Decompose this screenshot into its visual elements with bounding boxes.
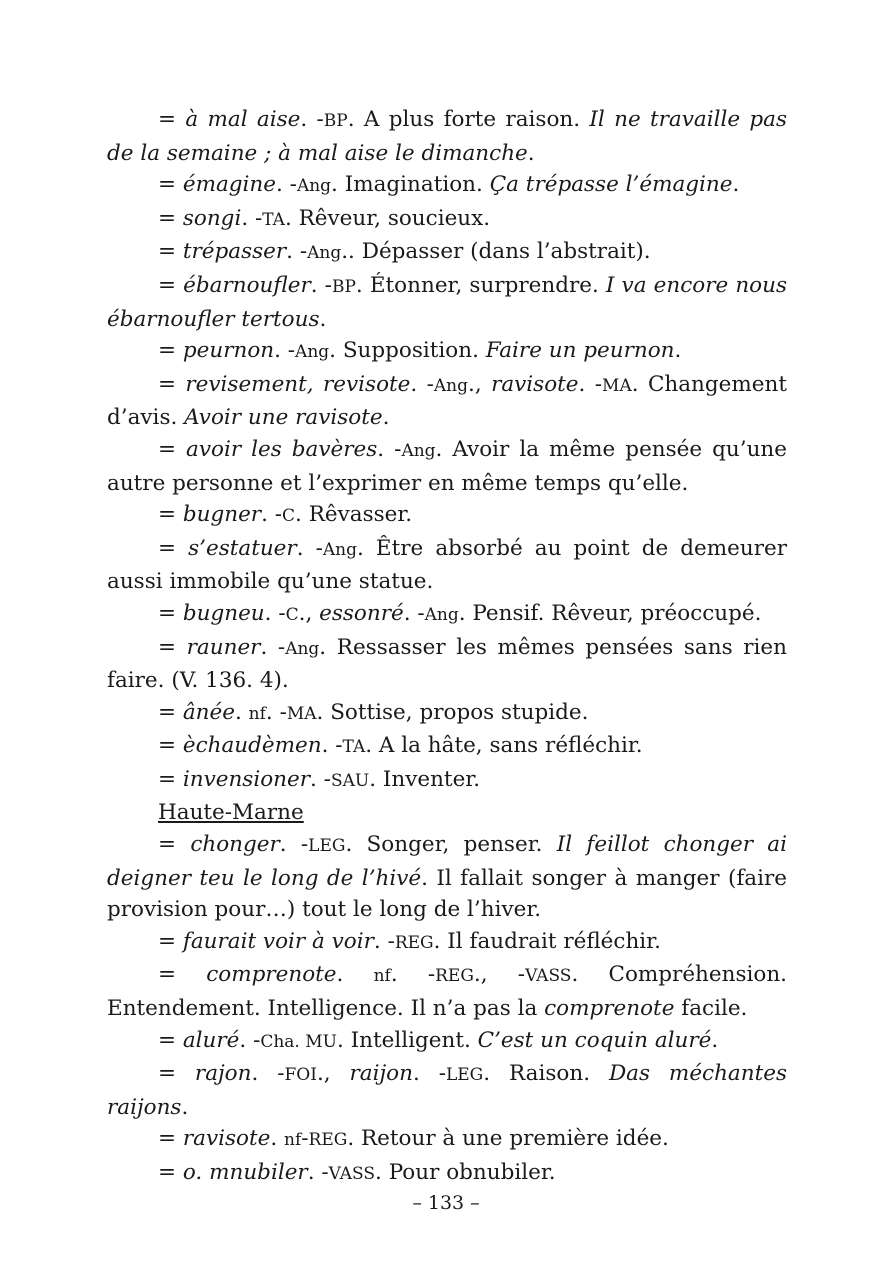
entry-text: = — [158, 205, 183, 231]
italic-term: o. mnubiler — [182, 1160, 308, 1185]
entry-text: . Retour à une première idée. — [347, 1126, 669, 1152]
entry-text: . - — [578, 371, 603, 397]
entry-text: . — [711, 1027, 719, 1053]
entry-text: ., — [468, 371, 492, 397]
entry-text: . - — [410, 371, 434, 397]
entry-text: . — [234, 699, 249, 725]
source-abbreviation: Ang — [307, 243, 342, 264]
italic-term: Il feillot chonger ai deigner teu le long de l’hivé — [107, 832, 787, 891]
entry-text: . - — [276, 172, 297, 198]
entry-text: = — [158, 600, 183, 626]
entry-text: . — [336, 962, 374, 988]
entry-text: . Changement d’avis. — [107, 371, 787, 431]
entry-text: Haute-Marne — [158, 800, 304, 826]
italic-term: Avoir une ravisote — [184, 405, 383, 431]
source-abbreviation: nf — [284, 1130, 302, 1151]
entry-text: . Il faudrait réfléchir. — [433, 928, 661, 954]
entry-text: = — [158, 1160, 183, 1185]
source-abbreviation: VASS — [328, 1164, 376, 1184]
glossary-entry — [107, 1058, 787, 1123]
entry-text: . - — [377, 436, 402, 462]
glossary-entry — [107, 203, 787, 237]
italic-term: émagine — [182, 172, 276, 198]
glossary-entry — [107, 335, 787, 369]
glossary-entry — [107, 697, 787, 731]
italic-term: Faire un peurnon — [485, 338, 675, 364]
italic-term: faurait voir à voir — [182, 928, 374, 954]
entry-text: = — [158, 1061, 195, 1087]
entry-text: . - — [373, 928, 395, 954]
glossary-entry — [107, 1025, 787, 1059]
source-abbreviation: LEG — [445, 1065, 484, 1086]
source-abbreviation: Ang — [296, 176, 332, 197]
entry-text: = — [158, 272, 184, 298]
source-abbreviation: Ang — [322, 539, 357, 560]
source-abbreviation: Ang — [285, 638, 320, 659]
entry-text: . Avoir la même pensée qu’une autre personne et l’exprimer en même temps qu’elle. — [107, 436, 788, 496]
italic-term: Il ne travaille pas de la semaine ; à mal aise le dimanche — [107, 107, 788, 166]
entry-text: . A la hâte, sans réfléchir. — [365, 733, 643, 759]
italic-term: ébarnoufler — [183, 272, 311, 298]
entry-text: = — [158, 832, 191, 858]
entry-text: . - — [296, 535, 323, 561]
italic-term: bugner — [182, 502, 262, 528]
glossary-entry — [107, 764, 787, 798]
italic-term: songi — [182, 205, 242, 231]
entry-text: . Compréhension. Entendement. Intelligence. Il n’a pas la — [107, 962, 788, 1022]
italic-term: ravisote — [182, 1126, 271, 1152]
entry-text: ., — [298, 600, 320, 626]
entry-text: . - — [390, 962, 436, 988]
glossary-entry — [107, 926, 787, 960]
italic-term: invensioner — [182, 766, 311, 792]
source-abbreviation: Ang — [433, 375, 468, 396]
entry-text: = — [158, 436, 187, 462]
entry-text: = — [158, 1027, 183, 1053]
source-abbreviation: MA — [286, 703, 317, 724]
entry-text: . - — [403, 600, 425, 626]
entry-text: . - — [261, 502, 283, 528]
entry-text: . — [319, 306, 327, 332]
entry-text: . - — [300, 107, 324, 132]
italic-term: comprenote — [544, 996, 675, 1022]
glossary-entry — [107, 959, 787, 1024]
entry-text: . Raison. — [483, 1061, 609, 1087]
entry-text: = — [158, 371, 186, 397]
source-abbreviation: MA — [602, 375, 632, 396]
italic-term: s’estatuer — [188, 535, 297, 561]
source-abbreviation: REG — [308, 1130, 348, 1151]
source-abbreviation: BP — [323, 111, 348, 131]
source-abbreviation: C — [285, 604, 299, 625]
entry-text: . Être absorbé au point de demeurer aussi immobile qu’une statue. — [107, 535, 787, 595]
italic-term: essonré — [319, 600, 404, 626]
entry-text: ., — [316, 1061, 350, 1087]
entry-text: . - — [279, 832, 309, 858]
italic-term: ravisote — [491, 371, 579, 397]
italic-term: rajon — [194, 1061, 252, 1087]
italic-term: comprenote — [206, 962, 337, 988]
entry-text: . - — [310, 766, 331, 792]
entry-text: facile. — [674, 996, 748, 1022]
glossary-entry — [107, 533, 787, 598]
italic-term: peurnon — [182, 338, 275, 364]
entry-text: = — [158, 962, 207, 988]
entry-text: . Imagination. — [331, 172, 490, 198]
glossary-entry — [107, 730, 787, 764]
source-abbreviation: Ang — [295, 342, 330, 363]
entry-text: . Sottise, propos stupide. — [316, 699, 589, 725]
entry-text: = — [158, 733, 183, 759]
entry-text: . Inventer. — [369, 766, 481, 792]
entry-text: = — [158, 172, 183, 198]
source-abbreviation: BP — [331, 276, 356, 297]
source-abbreviation: Cha. MU — [260, 1031, 337, 1052]
glossary-entry — [107, 270, 787, 335]
entry-text: . Pensif. Rêveur, préoccupé. — [458, 600, 762, 626]
entry-text: = — [158, 766, 183, 792]
entry-text: = — [158, 1126, 183, 1152]
entry-text: . Supposition. — [329, 338, 486, 364]
glossary-entry — [107, 169, 787, 203]
entry-text: . - — [307, 1160, 329, 1185]
page-number: – 133 – — [412, 1192, 480, 1214]
source-abbreviation: nf — [248, 703, 266, 724]
italic-term: bugneu — [182, 600, 265, 626]
entry-text: . - — [239, 1027, 261, 1053]
italic-term: chonger — [190, 832, 280, 858]
source-abbreviation: nf — [373, 966, 391, 987]
italic-term: trépasser — [182, 239, 287, 265]
glossary-entry — [107, 434, 787, 499]
entry-text: . Rêveur, soucieux. — [284, 205, 491, 231]
italic-term: I va encore nous ébarnoufler tertous — [107, 272, 787, 332]
entry-text: = — [158, 535, 189, 561]
italic-term: à mal aise — [185, 107, 301, 132]
entry-text: = — [158, 239, 183, 265]
entry-text: . Ressasser les mêmes pensées sans rien faire. (V. 136. 4). — [107, 634, 787, 694]
entry-text: . - — [251, 1061, 285, 1087]
italic-term: raijon — [349, 1061, 413, 1087]
entry-text: . — [674, 338, 682, 364]
source-abbreviation: TA — [262, 209, 285, 230]
source-abbreviation: Ang — [401, 440, 436, 461]
source-abbreviation: FOI — [284, 1065, 317, 1086]
italic-term: revisement, revisote — [185, 371, 411, 397]
italic-term: C’est un coquin aluré — [477, 1027, 712, 1053]
entry-text: . - — [265, 699, 287, 725]
entry-text: . Étonner, surprendre. — [355, 272, 606, 298]
glossary-entry — [107, 104, 787, 169]
entry-text: = — [158, 338, 183, 364]
entry-text: . - — [310, 272, 332, 298]
italic-term: avoir les bavères — [186, 436, 378, 462]
source-abbreviation: VASS — [525, 966, 572, 987]
glossary-entry — [107, 1123, 787, 1157]
entry-text: . - — [260, 634, 286, 660]
glossary-entry — [107, 598, 787, 632]
source-abbreviation: LEG — [308, 836, 346, 857]
section-heading — [107, 797, 787, 829]
entry-text: . Songer, penser. — [345, 832, 557, 858]
page-body — [107, 104, 787, 1191]
entry-text: . Intelligent. — [336, 1027, 478, 1053]
source-abbreviation: C — [282, 506, 296, 527]
source-abbreviation: REG — [435, 966, 474, 987]
entry-text: . — [732, 172, 740, 198]
entry-text: . - — [274, 338, 296, 364]
entry-text: . — [527, 140, 535, 166]
italic-term: rauner — [186, 634, 261, 660]
italic-term: ânée — [182, 699, 235, 725]
italic-term: aluré — [182, 1027, 240, 1053]
entry-text: . — [382, 405, 390, 431]
entry-text: = — [158, 928, 183, 954]
glossary-entry — [107, 369, 787, 434]
entry-text: . - — [321, 733, 343, 759]
source-abbreviation: REG — [394, 932, 434, 953]
entry-text: - — [301, 1126, 309, 1152]
glossary-entry — [107, 499, 787, 533]
entry-text: . A plus forte raison. — [347, 107, 590, 132]
entry-text: . Il fallait songer à manger (faire provision pour…) tout le long de l’hiver. — [107, 865, 787, 923]
entry-text: . - — [286, 239, 308, 265]
italic-term: èchaudèmen — [182, 733, 322, 759]
entry-text: ., - — [473, 962, 526, 988]
entry-text: . - — [412, 1061, 446, 1087]
source-abbreviation: Ang — [424, 604, 459, 625]
entry-text: . Rêvasser. — [295, 502, 413, 528]
glossary-entry — [107, 632, 787, 697]
source-abbreviation: SAU — [330, 770, 370, 791]
entry-text: .. Dépasser (dans l’abstrait). — [341, 239, 651, 265]
entry-text: . Pour obnubiler. — [375, 1160, 556, 1185]
italic-term: Das méchantes raijons — [107, 1061, 787, 1120]
entry-text: . — [270, 1126, 284, 1152]
glossary-entry — [107, 236, 787, 270]
entry-text: = — [158, 634, 187, 660]
glossary-entry — [107, 829, 787, 926]
glossary-entry — [107, 1157, 787, 1191]
entry-text: = — [158, 699, 183, 725]
source-abbreviation: TA — [342, 737, 366, 758]
entry-text: . — [181, 1094, 189, 1120]
entry-text: . - — [241, 205, 263, 231]
entry-text: = — [158, 502, 183, 528]
entry-text: . - — [264, 600, 286, 626]
entry-text: = — [158, 107, 186, 132]
italic-term: Ça trépasse l’émagine — [489, 172, 733, 198]
